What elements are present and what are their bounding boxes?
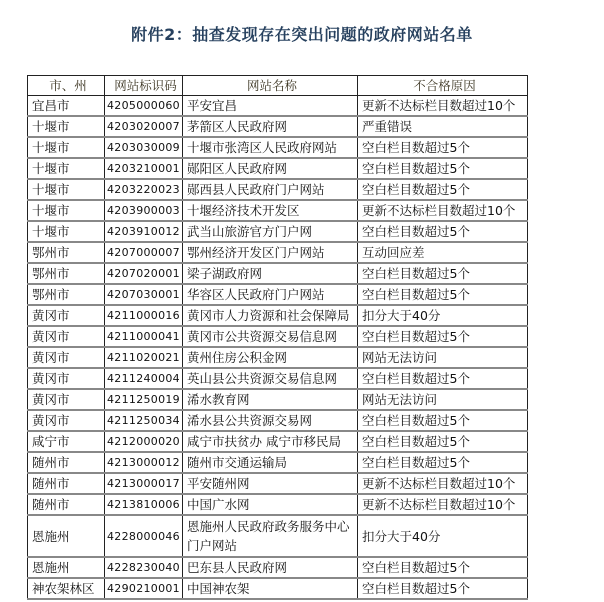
cell-reason: 空白栏目数超过5个 [358,431,528,452]
cell-city: 黄冈市 [28,347,105,368]
cell-site-name: 平安宜昌 [183,96,358,117]
cell-reason: 空白栏目数超过5个 [358,284,528,305]
table-row [28,200,528,221]
cell-reason: 网站无法访问 [358,347,528,368]
cell-site-code: 4207030001 [105,284,183,305]
cell-reason: 空白栏目数超过5个 [358,158,528,179]
cell-site-code: 4211250019 [105,389,183,410]
cell-site-name: 浠水县公共资源交易网 [183,410,358,431]
page-title: 附件2：抽查发现存在突出问题的政府网站名单 [131,25,473,44]
cell-reason: 空白栏目数超过5个 [358,221,528,242]
cell-reason: 空白栏目数超过5个 [358,557,528,578]
cell-city: 鄂州市 [28,242,105,263]
cell-reason: 互动回应差 [358,242,528,263]
cell-site-code: 4205000060 [105,96,183,117]
cell-city: 神农架林区 [28,578,105,599]
cell-reason: 空白栏目数超过5个 [358,137,528,158]
cell-site-code: 4203030009 [105,137,183,158]
cell-reason: 严重错误 [358,116,528,137]
table-row [28,494,528,515]
cell-site-code: 4203220023 [105,179,183,200]
cell-site-name: 黄州住房公积金网 [183,347,358,368]
cell-site-name: 平安随州网 [183,473,358,494]
cell-site-name: 恩施州人民政府政务服务中心门户网站 [183,515,358,557]
table-row [28,515,528,557]
table-row [28,221,528,242]
cell-site-code: 4213000017 [105,473,183,494]
cell-city: 随州市 [28,494,105,515]
cell-city: 十堰市 [28,158,105,179]
cell-city: 十堰市 [28,116,105,137]
cell-site-name: 黄冈市人力资源和社会保障局 [183,305,358,326]
cell-reason: 空白栏目数超过5个 [358,452,528,473]
cell-reason: 空白栏目数超过5个 [358,410,528,431]
cell-site-code: 4203020007 [105,116,183,137]
cell-city: 黄冈市 [28,368,105,389]
table-row [28,389,528,410]
cell-city: 十堰市 [28,179,105,200]
table-row [28,557,528,578]
cell-site-code: 4203910012 [105,221,183,242]
cell-site-code: 4228000046 [105,515,183,557]
cell-site-name: 华容区人民政府门户网站 [183,284,358,305]
cell-city: 十堰市 [28,137,105,158]
header-reason: 不合格原因 [358,76,528,96]
table-row [28,431,528,452]
cell-site-code: 4203210001 [105,158,183,179]
table-row [28,116,528,137]
cell-reason: 空白栏目数超过5个 [358,179,528,200]
cell-reason: 更新不达标栏目数超过10个 [358,200,528,221]
cell-reason: 空白栏目数超过5个 [358,326,528,347]
table-row [28,284,528,305]
cell-reason: 更新不达标栏目数超过10个 [358,473,528,494]
cell-reason: 更新不达标栏目数超过10个 [358,494,528,515]
cell-city: 鄂州市 [28,284,105,305]
table-row [28,305,528,326]
cell-site-name: 十堰经济技术开发区 [183,200,358,221]
cell-site-code: 4203900003 [105,200,183,221]
cell-site-name: 巴东县人民政府网 [183,557,358,578]
cell-site-name: 随州市交通运输局 [183,452,358,473]
table-row [28,410,528,431]
cell-city: 咸宁市 [28,431,105,452]
cell-city: 黄冈市 [28,410,105,431]
cell-reason: 空白栏目数超过5个 [358,578,528,599]
cell-city: 随州市 [28,452,105,473]
cell-site-code: 4211020021 [105,347,183,368]
cell-city: 十堰市 [28,221,105,242]
table-header-row [28,76,528,96]
cell-city: 十堰市 [28,200,105,221]
table-row [28,452,528,473]
cell-site-name: 十堰市张湾区人民政府网站 [183,137,358,158]
cell-reason: 空白栏目数超过5个 [358,368,528,389]
cell-site-name: 茅箭区人民政府网 [183,116,358,137]
table-row [28,263,528,284]
cell-site-name: 中国神农架 [183,578,358,599]
cell-site-code: 4211000041 [105,326,183,347]
cell-site-name: 英山县公共资源交易信息网 [183,368,358,389]
cell-reason: 更新不达标栏目数超过10个 [358,96,528,117]
cell-site-name: 郧西县人民政府门户网站 [183,179,358,200]
table-row [28,242,528,263]
cell-site-code: 4212000020 [105,431,183,452]
table-row [28,137,528,158]
cell-reason: 扣分大于40分 [358,515,528,557]
cell-site-code: 4211240004 [105,368,183,389]
cell-site-name: 中国广水网 [183,494,358,515]
cell-city: 黄冈市 [28,389,105,410]
cell-site-name: 梁子湖政府网 [183,263,358,284]
cell-site-name: 浠水教育网 [183,389,358,410]
cell-city: 宜昌市 [28,96,105,117]
table-row [28,368,528,389]
cell-site-code: 4228230040 [105,557,183,578]
cell-site-name: 黄冈市公共资源交易信息网 [183,326,358,347]
cell-city: 恩施州 [28,557,105,578]
cell-city: 鄂州市 [28,263,105,284]
problem-websites-table [27,75,528,600]
table-row [28,179,528,200]
cell-city: 恩施州 [28,515,105,557]
cell-site-name: 鄂州经济开发区门户网站 [183,242,358,263]
header-site-code: 网站标识码 [105,76,183,96]
cell-site-name: 咸宁市扶贫办 咸宁市移民局 [183,431,358,452]
cell-site-code: 4213000012 [105,452,183,473]
table-row [28,158,528,179]
cell-reason: 空白栏目数超过5个 [358,263,528,284]
cell-site-code: 4211250034 [105,410,183,431]
table-row [28,347,528,368]
header-site-name: 网站名称 [183,76,358,96]
header-city: 市、州 [28,76,105,96]
cell-site-code: 4207020001 [105,263,183,284]
cell-site-name: 武当山旅游官方门户网 [183,221,358,242]
cell-city: 随州市 [28,473,105,494]
table-row [28,473,528,494]
cell-site-code: 4213810006 [105,494,183,515]
table-row [28,326,528,347]
cell-reason: 网站无法访问 [358,389,528,410]
cell-site-code: 4207000007 [105,242,183,263]
cell-reason: 扣分大于40分 [358,305,528,326]
table-row [28,96,528,117]
table-row [28,578,528,599]
cell-site-code: 4211000016 [105,305,183,326]
cell-site-code: 4290210001 [105,578,183,599]
cell-city: 黄冈市 [28,305,105,326]
cell-site-name: 郧阳区人民政府网 [183,158,358,179]
cell-city: 黄冈市 [28,326,105,347]
